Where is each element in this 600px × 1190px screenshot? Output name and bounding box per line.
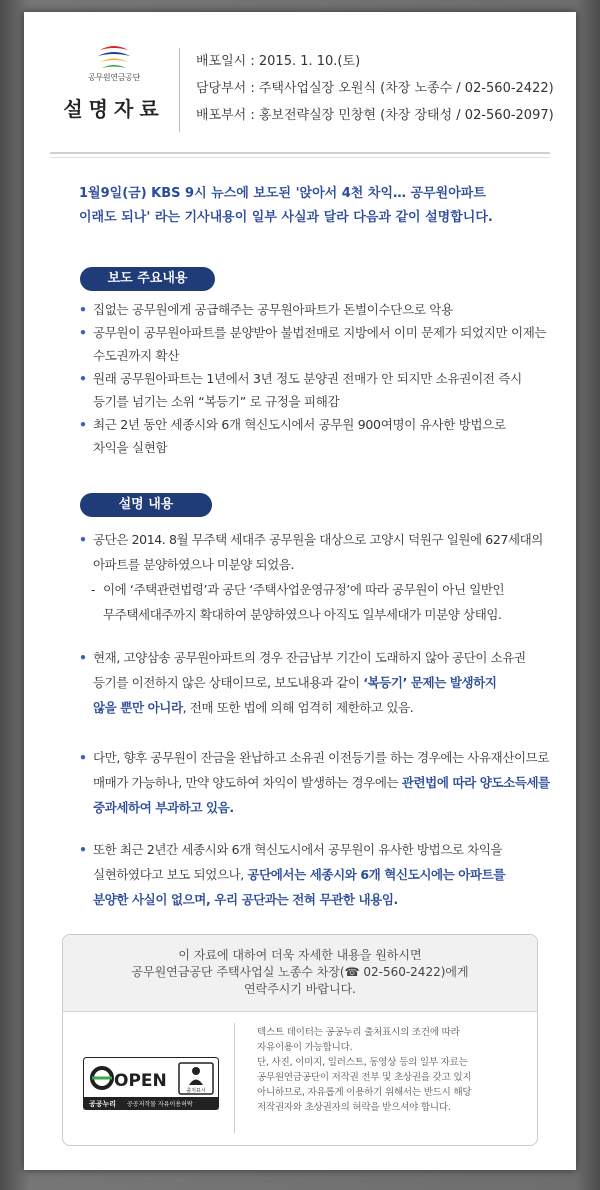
header-rule [50,152,550,154]
list-item-line: 차익을 실현함 [93,440,168,455]
paragraph-line: • 현재, 고양삼송 공무원아파트의 경우 잔금납부 기간이 도래하지 않아 공단이 소유권 [93,650,526,665]
license-line: 자유이용이 가능합니다. [257,1042,353,1053]
explain-paragraph-1 [79,527,564,627]
contact-info [63,935,537,1012]
agency-emblem-icon [94,44,134,70]
list-item-line: 수도권까지 확산 [93,348,180,363]
paragraph-line: 아파트를 분양하였으나 미분양 되었음. [93,557,295,572]
highlight-text: 중과세하여 부과하고 있음. [93,800,234,815]
press-release-document [24,12,576,1170]
agency-name: 공무원연금공단 [88,73,140,82]
license-line: 아니하므로, 자유롭게 이용하기 위해서는 반드시 해당 [257,1087,472,1098]
explain-paragraph-3 [79,745,564,820]
paragraph-line: • 또한 최근 2년간 세종시와 6개 혁신도시에서 공무원이 유사한 방법으로 차익을 [93,842,503,857]
open-label: OPEN [114,1071,167,1091]
lead-paragraph [79,182,549,230]
sub-item [79,577,564,627]
list-item [79,645,564,720]
header-divider [179,48,180,132]
paragraph-line [93,862,564,887]
paragraph-line [93,770,564,795]
highlight-text: 관련법에 따라 양도소득세를 [401,775,550,790]
paragraph-line: - 이에 ‘주택관련법령’과 공단 ‘주택사업운영규정’에 따라 공무원이 아닌 일반인 [103,582,505,597]
distributing-dept: 배포부서 : 홍보전략실장 민창현 (차장 장태성 / 02-560-2097) [196,108,554,123]
document-header [24,12,576,147]
list-item [79,527,564,577]
highlight-text: 분양한 사실이 없으며, 우리 공단과는 전혀 무관한 내용임. [93,892,398,907]
report-section-title: 보도 주요내용 [80,267,215,291]
lead-line: 1월9일(금) KBS 9시 뉴스에 보도된 '앉아서 4천 차익… 공무원아파트 [79,186,486,201]
contact-line: 공무원연금공단 주택사업실 노종수 차장(☎ 02-560-2422)에게 [131,965,469,979]
explain-paragraph-2 [79,645,564,720]
license-text [257,1025,525,1115]
license-line: 저작권자와 초상권자의 허락을 받으셔야 합니다. [257,1102,451,1113]
list-item [79,837,564,912]
license-line: 단, 사진, 이미지, 일러스트, 동영상 등의 일부 자료는 [257,1057,468,1068]
paragraph-line [93,670,564,695]
paragraph-line [93,695,564,720]
contact-box [62,934,538,1146]
release-date: 배포일시 : 2015. 1. 10.(토) [196,54,361,69]
text-run: , 전매 또한 법에 의해 엄격히 제한하고 있음. [182,700,414,715]
list-item-line: 등기를 넘기는 소위 “복등기” 로 규정을 피해감 [93,394,340,409]
list-item [79,367,559,413]
contact-line: 이 자료에 대하여 더욱 자세한 내용을 원하시면 [178,948,422,962]
kogl-label: 공공누리 [89,1100,117,1108]
paragraph-line: • 다만, 향후 공무원이 잔금을 완납하고 소유권 이전등기를 하는 경우에는 사유재산이므로 [93,750,550,765]
paragraph-line: 무주택세대주까지 확대하여 분양하였으나 아직도 일부세대가 미분양 상태임. [103,607,502,622]
report-bullet-list [79,298,559,459]
doc-title: 설명자료 [63,97,165,121]
paragraph-line: • 공단은 2014. 8월 무주택 세대주 공무원을 대상으로 고양시 덕원구 일원에 627세대의 [93,532,543,547]
list-item [79,745,564,820]
license-line: 텍스트 데이터는 공공누리 출처표시의 조건에 따라 [257,1027,460,1038]
list-item: • 집없는 공무원에게 공급해주는 공무원아파트가 돈벌이수단으로 악용 [79,298,559,321]
text-run: 등기를 이전하지 않은 상태이므로, 보도내용과 같이 [93,675,364,690]
list-item-line: • 공무원이 공무원아파트를 분양받아 불법전매로 지방에서 이미 문제가 되었지만 이제는 [93,325,547,340]
license-line: 공무원연금공단이 저작권 전부 및 초상권을 갖고 있지 [257,1072,472,1083]
license-divider [234,1023,235,1133]
list-item [79,413,559,459]
highlight-text: 않을 뿐만 아니라 [93,700,183,715]
explain-paragraph-4 [79,837,564,912]
attribution-mark-label: 출처표시 [186,1088,206,1094]
list-item-line: • 최근 2년 동안 세종시와 6개 혁신도시에서 공무원 900여명이 유사한 방법으로 [93,417,506,432]
list-item-line: • 원래 공무원아파트는 1년에서 3년 정도 분양권 전매가 안 되지만 소유권이전 즉시 [93,371,522,386]
responsible-dept: 담당부서 : 주택사업실장 오원식 (차장 노종수 / 02-560-2422) [196,81,554,96]
list-item [79,321,559,367]
highlight-text: 공단에서는 세종시와 6개 혁신도시에는 아파트를 [247,867,506,882]
kogl-sub-label: 공공저작물 자유이용허락 [127,1101,193,1108]
text-run: 실현하였다고 보도 되었으나, [93,867,248,882]
text-run: 매매가 가능하나, 만약 양도하여 차익이 발생하는 경우에는 [93,775,402,790]
highlight-text: ‘복등기’ 문제는 발생하지 [363,675,497,690]
contact-line: 연락주시기 바랍니다. [244,982,356,996]
agency-logo [54,44,174,144]
lead-line: 이래도 되나' 라는 기사내용이 일부 사실과 달라 다음과 같이 설명합니다. [79,210,493,225]
kogl-open-badge [83,1057,219,1110]
attribution-person-icon [192,1067,200,1075]
release-meta [196,52,554,133]
explain-section-title: 설명 내용 [80,493,212,517]
header-rule-thin [50,157,550,158]
